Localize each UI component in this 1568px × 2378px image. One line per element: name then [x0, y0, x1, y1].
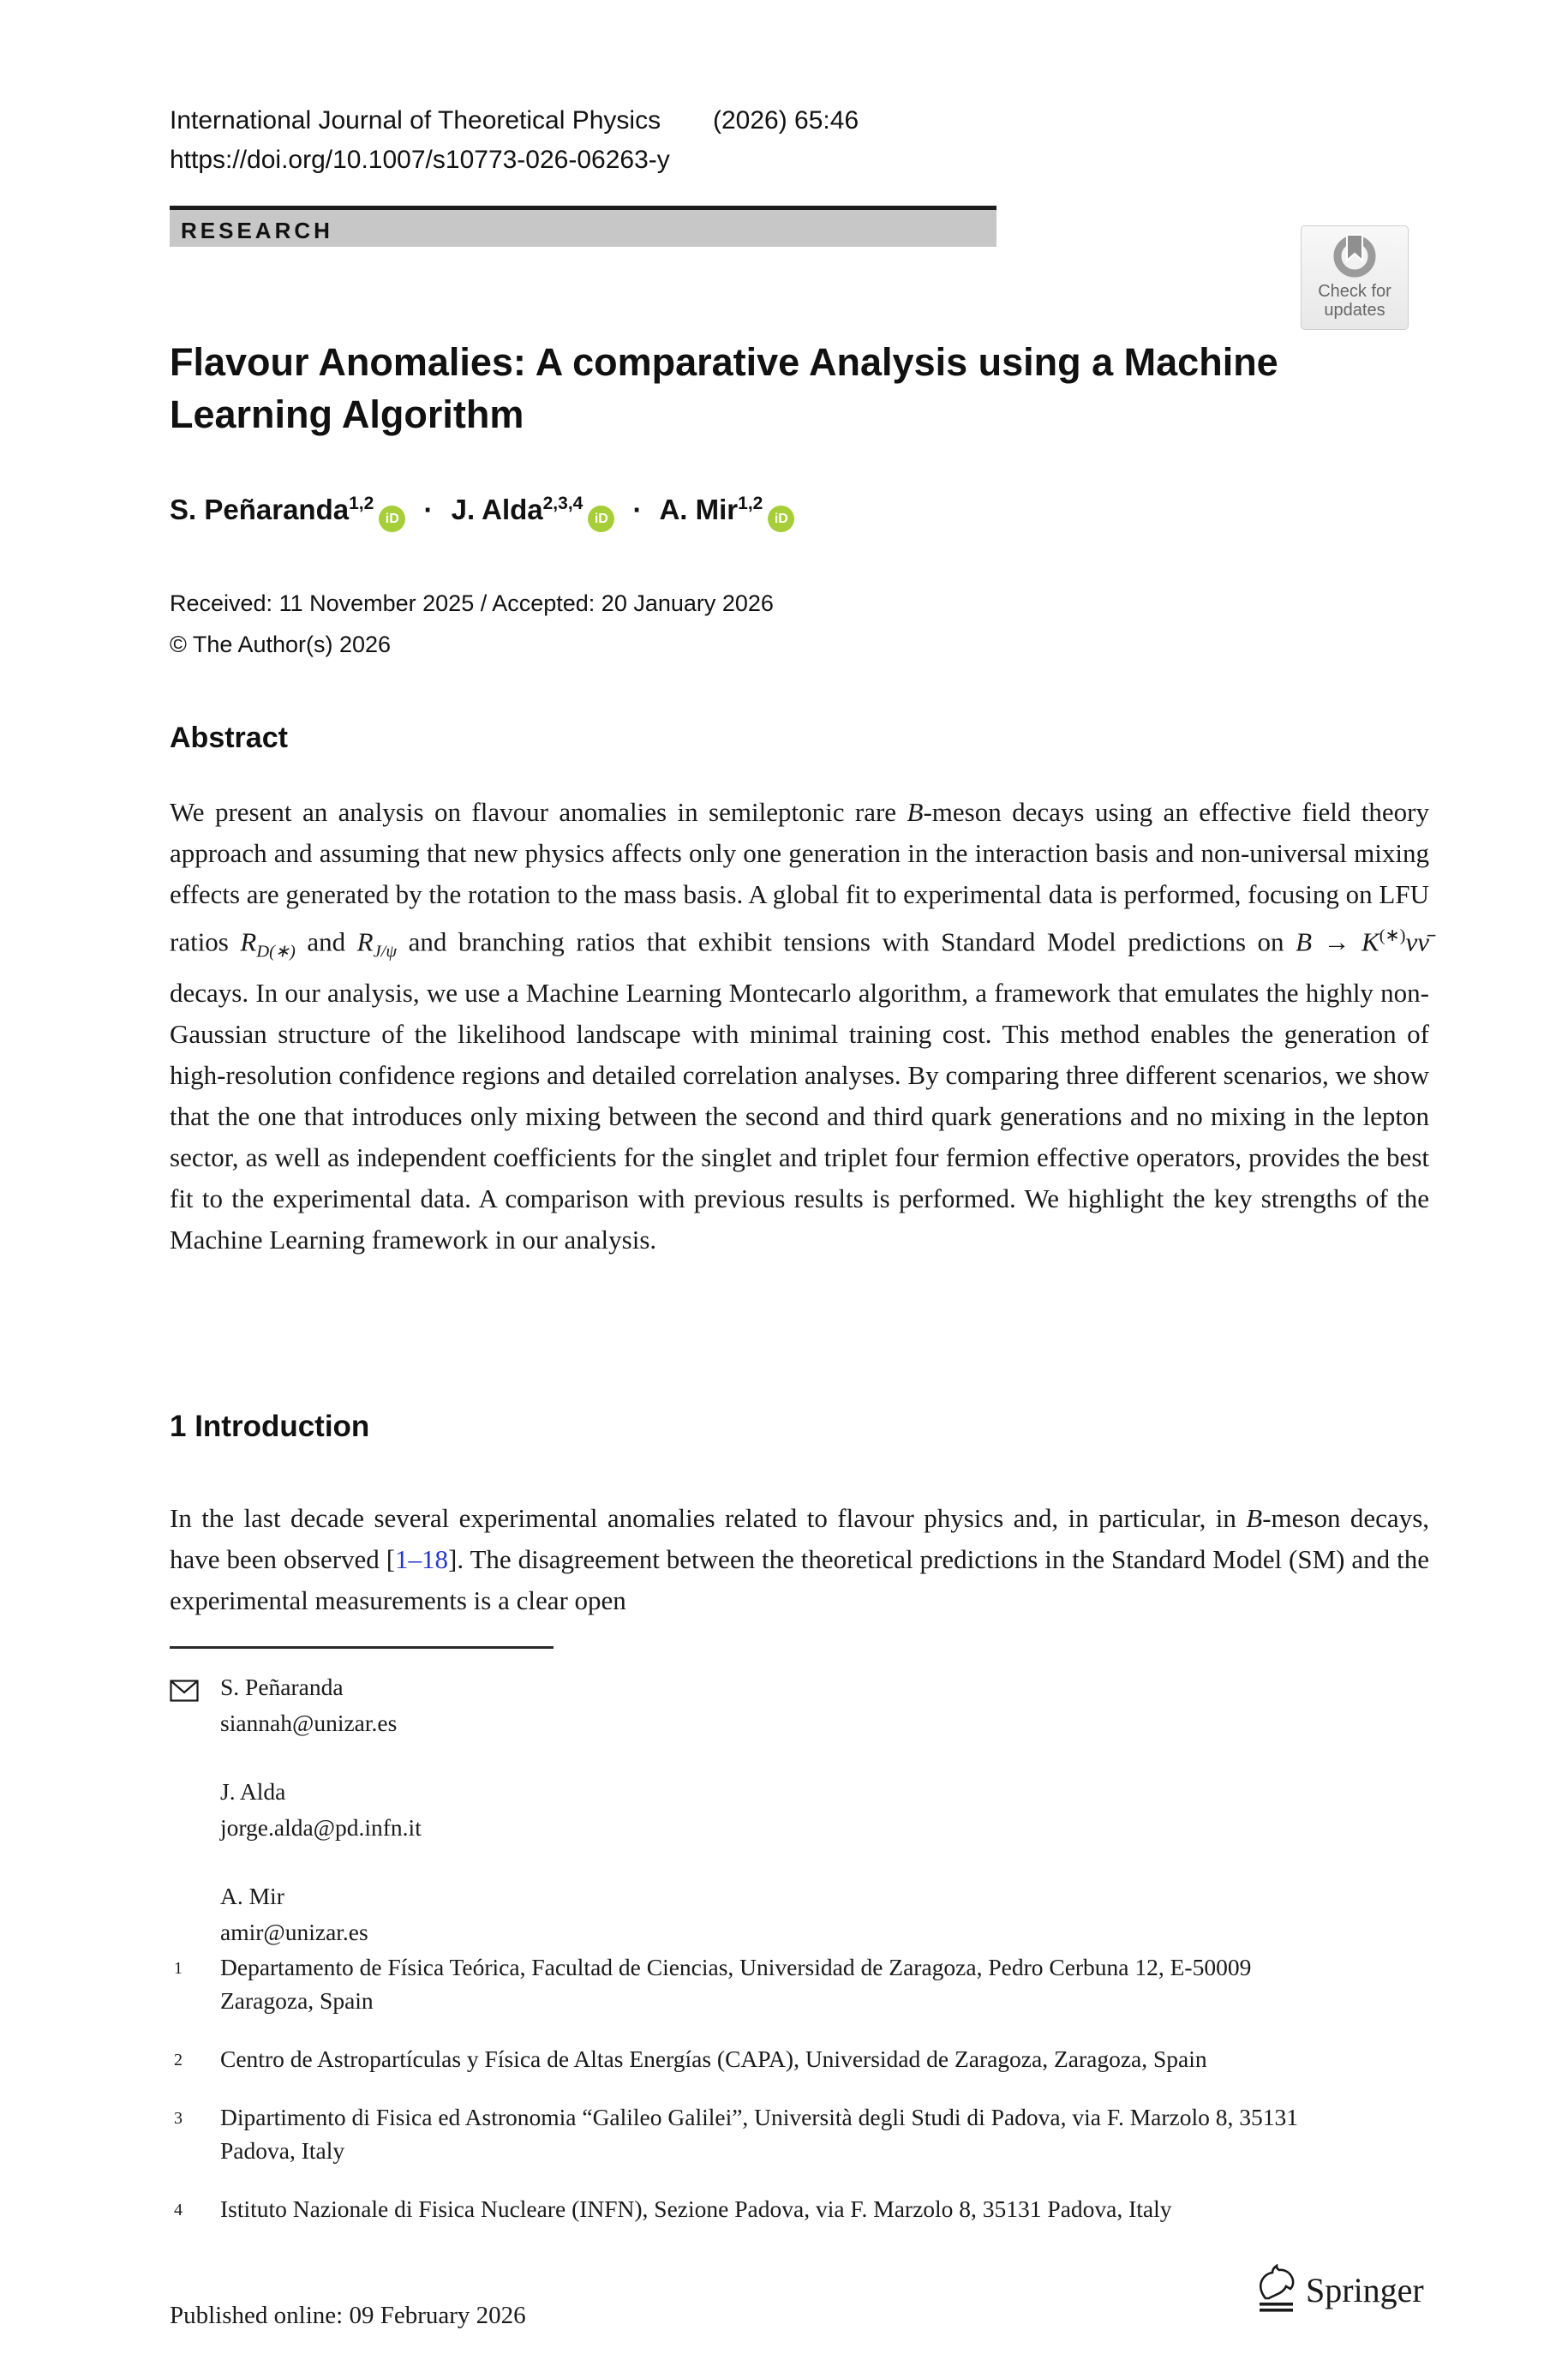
received-accepted-line: Received: 11 November 2025 / Accepted: 20 January 2026: [170, 590, 774, 616]
affiliation-text: Istituto Nazionale di Fisica Nucleare (INFN), Sezione Padova, via F. Marzolo 8, 35131 Padova, Italy: [220, 2195, 1172, 2222]
copyright-line: © The Author(s) 2026: [170, 632, 392, 657]
footnote-separator: [170, 1646, 554, 1649]
paper-title: Flavour Anomalies: A comparative Analysis using a Machine Learning Algorithm: [170, 340, 1278, 436]
springer-logo: [1253, 2264, 1424, 2315]
contact-entry: [170, 1774, 422, 1846]
affiliation-text: Centro de Astropartículas y Física de Altas Energías (CAPA), Universidad de Zaragoza, Zaragoza, Spain: [220, 2046, 1207, 2072]
author-2-name: J. Alda: [451, 494, 543, 525]
contact-email[interactable]: jorge.alda@pd.infn.it: [220, 1814, 422, 1841]
envelope-icon: [170, 1676, 199, 1712]
contact-name: J. Alda: [220, 1778, 286, 1805]
doi-link[interactable]: https://doi.org/10.1007/s10773-026-06263-y: [170, 146, 670, 174]
published-online-line: Published online: 09 February 2026: [170, 2302, 526, 2329]
orcid-icon[interactable]: iD: [379, 506, 405, 532]
authors-line: [170, 494, 794, 532]
contact-email[interactable]: amir@unizar.es: [220, 1919, 368, 1945]
author-separator-dot: ·: [423, 494, 434, 525]
affiliation-number: 3: [174, 2109, 183, 2128]
affiliation-text: Departamento de Física Teórica, Facultad de Ciencias, Universidad de Zaragoza, Pedro Cerbuna 12, E-50009 Zaragoza, Spain: [220, 1954, 1252, 2014]
contact-name: A. Mir: [220, 1883, 284, 1909]
affiliation-3: [170, 2100, 1334, 2167]
issue-citation: (2026) 65:46: [713, 106, 859, 135]
affiliation-number: 1: [174, 1959, 183, 1978]
contact-entry: [170, 1878, 422, 1950]
author-3-name: A. Mir: [659, 494, 739, 525]
corresponding-author-entry: [170, 1669, 422, 1741]
abstract-text: We present an analysis on flavour anomalies in semileptonic rare B-meson decays using an effective field theory approach and assuming that new physics affects only one generation in the interaction basis and non-universal mixing effects are generated by the rotation to the mass basis. A global fit to experimental data is performed, focusing on LFU ratios $R_{D(∗)}$ and $R_{J/\psi}$ and branching ratios that exhibit tensions with Standard Model predictions on B → K(∗)νν̄ decays. In our analysis, we use a Machine Learning Montecarlo algorithm, a framework that emulates the highly non-Gaussian structure of the likelihood landscape with minimal training cost. This method enables the generation of high-resolution confidence regions and detailed correlation analyses. By comparing three different scenarios, we show that the one that introduces only mixing between the second and third quark generations and no mixing in the lepton sector, as well as independent coefficients for the singlet and triplet four fermion effective operators, provides the best fit to the experimental data. A comparison with previous results is performed. We highlight the key strengths of the Machine Learning framework in our analysis.: [170, 797, 1430, 1255]
check-updates-text-line1: Check for: [1318, 282, 1391, 301]
affiliation-2: [170, 2042, 1334, 2076]
dates-block: [170, 583, 774, 665]
author-1-name: S. Peñaranda: [170, 494, 350, 525]
article-type-banner: [170, 206, 996, 247]
springer-wordmark: Springer: [1306, 2270, 1424, 2309]
author-3: [659, 494, 794, 525]
affiliation-1: [170, 1950, 1334, 2017]
author-separator-dot: ·: [632, 494, 643, 525]
author-2: [452, 494, 615, 525]
orcid-icon[interactable]: iD: [768, 506, 794, 532]
correspondence-block: [170, 1669, 422, 1983]
author-1: [170, 494, 405, 525]
affiliation-number: 4: [174, 2201, 183, 2219]
springer-horse-icon: [1253, 2264, 1299, 2315]
check-for-updates-badge[interactable]: [1301, 225, 1409, 330]
affiliations-block: [170, 1950, 1334, 2250]
orcid-icon[interactable]: iD: [588, 506, 614, 532]
introduction-text: In the last decade several experimental anomalies related to flavour physics and, in particular, in B-meson decays, have been observed [1–18]. The disagreement between the theoretical predictions in the Standard Model (SM) and the experimental measurements is a clear open: [170, 1503, 1430, 1615]
author-2-affiliations: 2,3,4: [542, 494, 584, 513]
abstract-heading: Abstract: [170, 722, 288, 754]
section-heading-introduction: 1 Introduction: [170, 1410, 370, 1443]
contact-name: S. Peñaranda: [220, 1674, 344, 1700]
check-updates-text-line2: updates: [1324, 301, 1385, 320]
author-3-affiliations: 1,2: [738, 494, 763, 513]
affiliation-4: [170, 2192, 1334, 2225]
contact-email[interactable]: siannah@unizar.es: [220, 1710, 398, 1736]
check-updates-ribbon-icon: [1327, 232, 1382, 282]
affiliation-number: 2: [174, 2051, 183, 2070]
article-type-label: RESEARCH: [181, 218, 333, 243]
author-1-affiliations: 1,2: [349, 494, 374, 513]
journal-name: International Journal of Theoretical Physics: [170, 106, 661, 135]
affiliation-text: Dipartimento di Fisica ed Astronomia “Galileo Galilei”, Università degli Studi di Padova, via F. Marzolo 8, 35131 Padova, Italy: [220, 2104, 1298, 2164]
